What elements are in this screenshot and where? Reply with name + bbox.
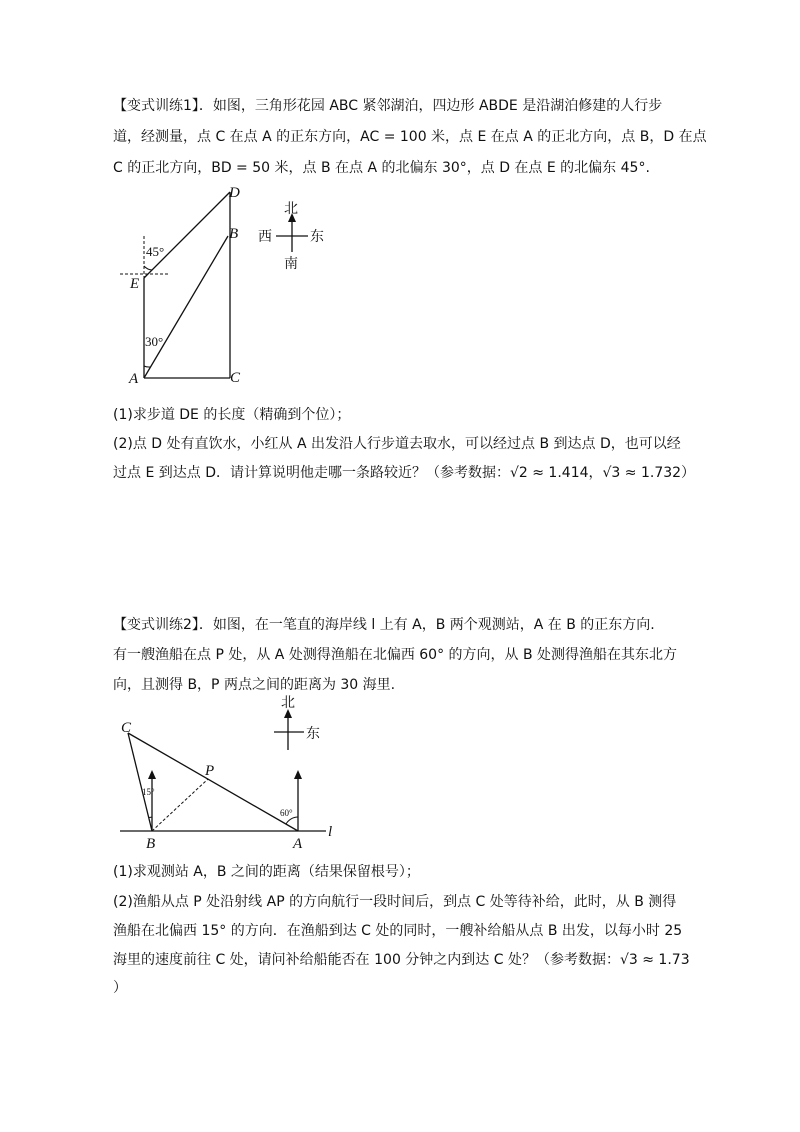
label-d: D (229, 185, 240, 201)
angle-arc-30 (144, 366, 150, 367)
problem2-question-2c: 海里的速度前往 C 处，请问补给船能否在 100 分钟之内到达 C 处？（参考数据：√3 ≈ 1.73 (113, 952, 690, 968)
angle-arc-45 (144, 266, 152, 270)
angle-label-60: 60° (280, 808, 293, 818)
problem1-question-1: (1)求步道 DE 的长度（精确到个位）； (113, 407, 351, 423)
segment-cb (128, 733, 152, 831)
label-l: l (328, 824, 333, 840)
compass-2-east: 东 (306, 726, 320, 742)
segment-ed (144, 192, 230, 278)
label-c2: C (121, 720, 132, 736)
problem2-question-1: (1)求观测站 A，B 之间的距离（结果保留根号）； (113, 864, 420, 880)
problem1-question-2b: 过点 E 到达点 D．请计算说明他走哪一条路较近？（参考数据：√2 ≈ 1.414，√3 ≈ 1.732） (113, 465, 696, 481)
north-arrowhead-b-icon (148, 770, 156, 779)
compass-1-south: 南 (284, 256, 298, 272)
label-c: C (230, 370, 241, 386)
compass-2-north: 北 (281, 695, 295, 711)
compass-1 (252, 196, 342, 272)
north-arrowhead-a-icon (294, 770, 302, 779)
angle-label-45: 45° (146, 244, 165, 259)
label-b: B (229, 226, 239, 242)
label-p: P (205, 763, 215, 779)
angle-label-15: 15° (142, 787, 155, 797)
problem2-question-2b: 渔船在北偏西 15° 的方向．在渔船到达 C 处的同时，一艘补给船从点 B 出发，以每小时 25 (113, 923, 683, 939)
label-e: E (130, 276, 140, 292)
angle-arc-15 (149, 817, 153, 818)
compass-1-west: 西 (258, 229, 272, 245)
compass-1-east: 东 (310, 229, 324, 245)
compass-1-north: 北 (284, 201, 298, 217)
problem2-question-2a: (2)渔船从点 P 处沿射线 AP 的方向航行一段时间后，到点 C 处等待补给，此时，从 B 测得 (113, 894, 677, 910)
problem1-question-2a: (2)点 D 处有直饮水，小红从 A 出发沿人行步道去取水，可以经过点 B 到达点 D，也可以经 (113, 436, 681, 452)
problem1-line-3: C 的正北方向，BD = 50 米，点 B 在点 A 的北偏东 30°，点 D 在点 E 的北偏东 45°. (113, 160, 650, 176)
label-a: A (129, 371, 139, 387)
problem2-line-1: 【变式训练2】．如图，在一笔直的海岸线 l 上有 A，B 两个观测站，A 在 B 的正东方向. (113, 617, 655, 633)
problem1-line-1: 【变式训练1】．如图，三角形花园 ABC 紧邻湖泊，四边形 ABDE 是沿湖泊修建的人行步 (113, 98, 663, 114)
angle-arc-60 (286, 817, 298, 824)
problem2-line-3: 向，且测得 B，P 两点之间的距离为 30 海里. (113, 677, 396, 693)
label-a2: A (293, 836, 303, 852)
dashed-segment-bp (152, 779, 208, 831)
compass-2 (270, 692, 340, 752)
problem2-question-2d: ） (113, 980, 127, 996)
label-b2: B (146, 836, 156, 852)
angle-label-30: 30° (145, 334, 164, 349)
figure-1-diagram (112, 180, 252, 390)
problem2-line-2: 有一艘渔船在点 P 处，从 A 处测得渔船在北偏西 60° 的方向，从 B 处测得渔船在其东北方 (113, 647, 678, 663)
problem1-line-2: 道，经测量，点 C 在点 A 的正东方向，AC = 100 米，点 E 在点 A 的正北方向，点 B，D 在点 (113, 129, 707, 145)
